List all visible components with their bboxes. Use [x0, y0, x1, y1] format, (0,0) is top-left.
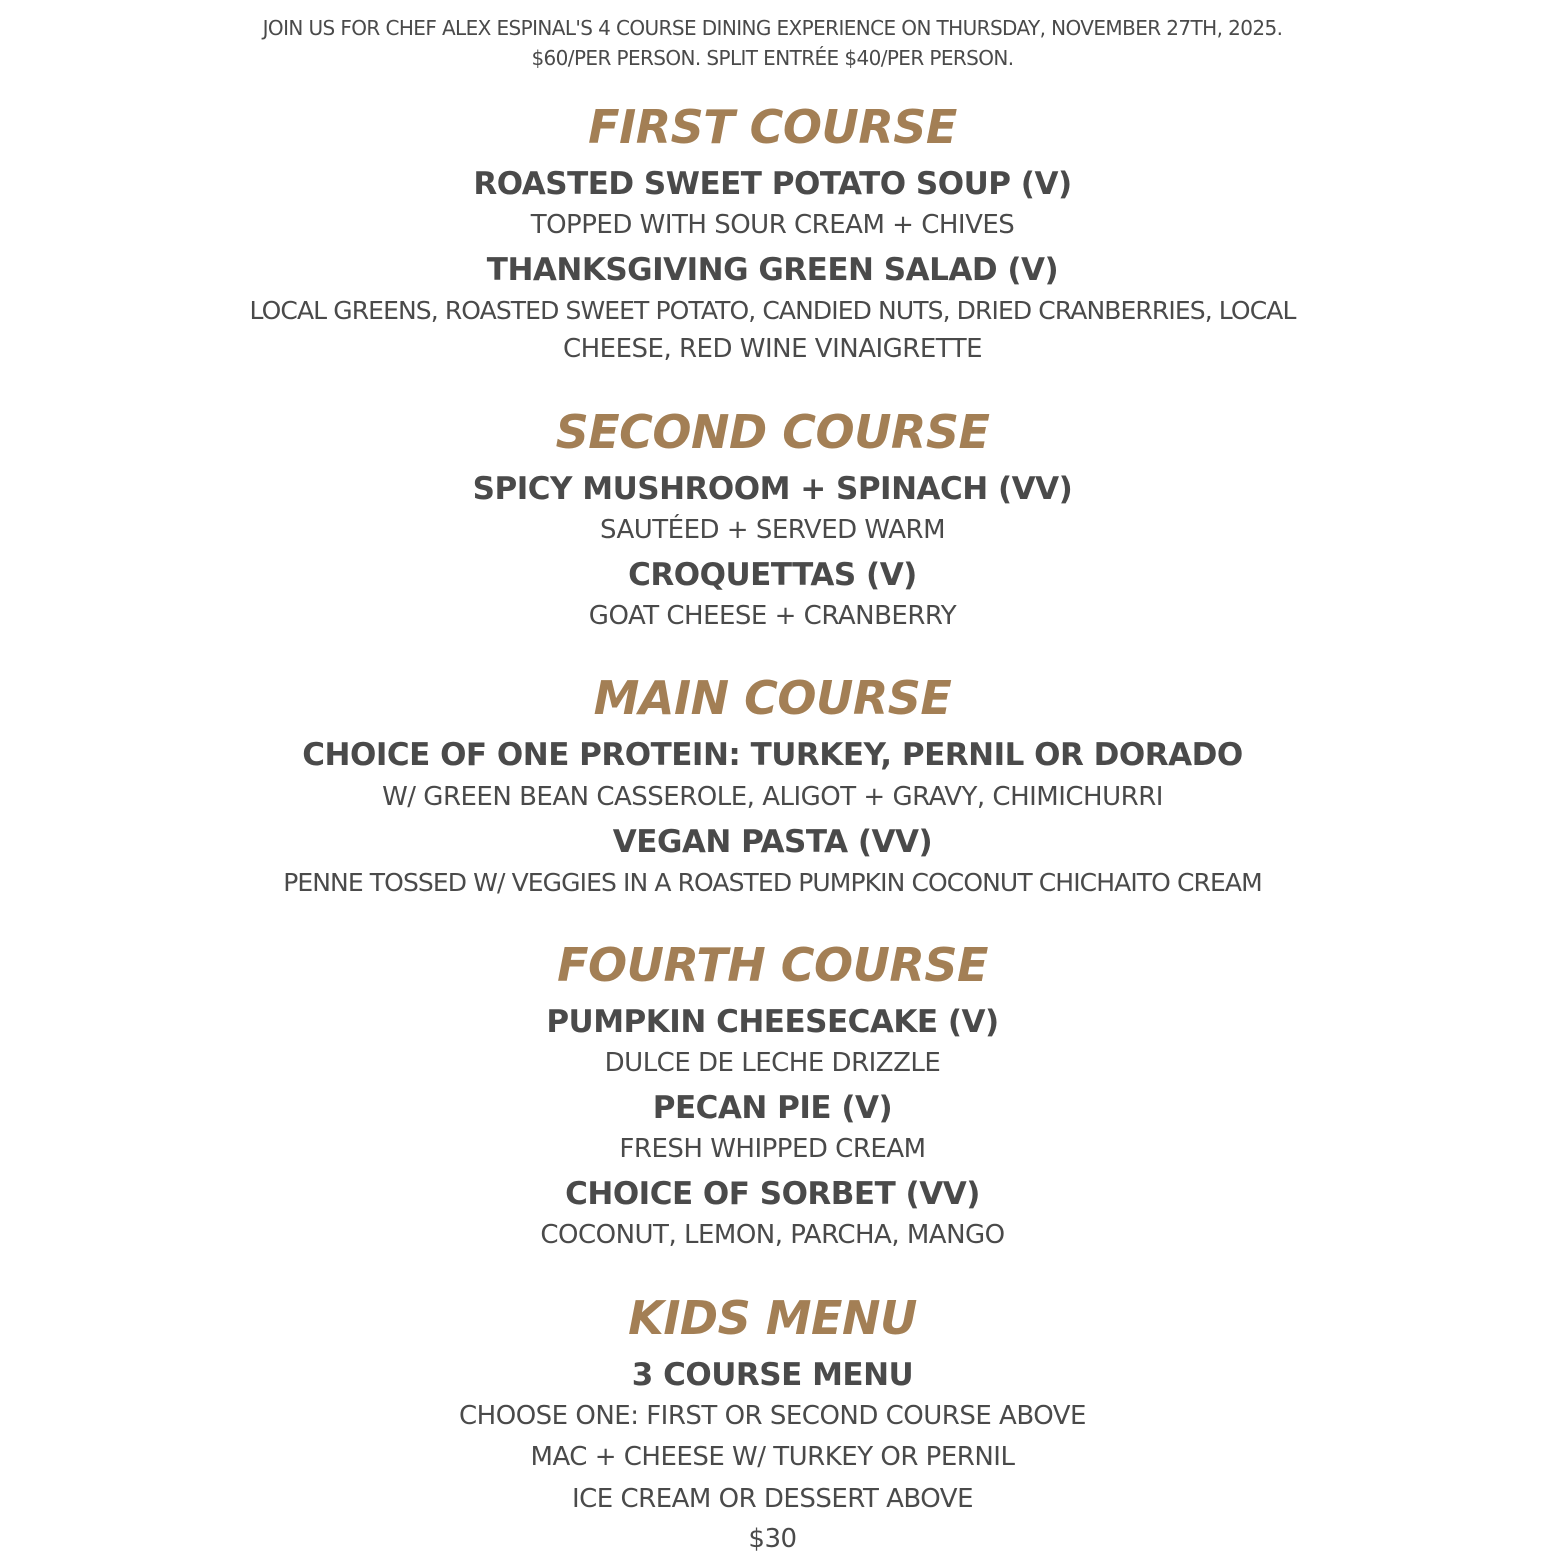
spicy-mushroom-spinach-name: SPICY MUSHROOM + SPINACH (VV): [472, 471, 1073, 507]
first-course-title: FIRST COURSE: [588, 100, 957, 154]
intro-line-1: JOIN US FOR CHEF ALEX ESPINAL'S 4 COURSE DINING EXPERIENCE ON THURSDAY, NOVEMBER 27TH, 2025.: [262, 16, 1283, 40]
croquettas-desc: GOAT CHEESE + CRANBERRY: [588, 601, 957, 631]
thanksgiving-green-salad-name: THANKSGIVING GREEN SALAD (V): [486, 252, 1059, 288]
roasted-sweet-potato-soup-name: ROASTED SWEET POTATO SOUP (V): [473, 166, 1072, 202]
fourth-course-title: FOURTH COURSE: [557, 938, 988, 992]
pecan-pie-desc: FRESH WHIPPED CREAM: [619, 1134, 926, 1164]
second-course-title: SECOND COURSE: [555, 405, 990, 459]
kids-menu-price: $30: [748, 1524, 797, 1554]
sorbet-choice-name: CHOICE OF SORBET (VV): [565, 1176, 980, 1212]
kids-menu-line-1: CHOOSE ONE: FIRST OR SECOND COURSE ABOVE: [459, 1401, 1086, 1431]
kids-menu-line-2: MAC + CHEESE W/ TURKEY OR PERNIL: [530, 1442, 1015, 1472]
kids-menu-title: KIDS MENU: [628, 1291, 917, 1345]
thanksgiving-green-salad-desc-1: LOCAL GREENS, ROASTED SWEET POTATO, CANDIED NUTS, DRIED CRANBERRIES, LOCAL: [249, 296, 1296, 325]
croquettas-name: CROQUETTAS (V): [628, 557, 917, 593]
spicy-mushroom-spinach-desc: SAUTÉED + SERVED WARM: [599, 515, 946, 545]
main-course-title: MAIN COURSE: [593, 671, 952, 725]
kids-menu-line-3: ICE CREAM OR DESSERT ABOVE: [571, 1484, 974, 1514]
thanksgiving-green-salad-desc-2: CHEESE, RED WINE VINAIGRETTE: [562, 334, 983, 364]
vegan-pasta-desc: PENNE TOSSED W/ VEGGIES IN A ROASTED PUMPKIN COCONUT CHICHAITO CREAM: [283, 868, 1262, 897]
sorbet-choice-desc: COCONUT, LEMON, PARCHA, MANGO: [540, 1220, 1005, 1250]
vegan-pasta-name: VEGAN PASTA (VV): [612, 824, 933, 860]
protein-choice-desc: W/ GREEN BEAN CASSEROLE, ALIGOT + GRAVY, CHIMICHURRI: [382, 782, 1163, 812]
intro-line-2: $60/PER PERSON. SPLIT ENTRÉE $40/PER PERSON.: [531, 46, 1014, 70]
pecan-pie-name: PECAN PIE (V): [652, 1090, 893, 1126]
protein-choice-name: CHOICE OF ONE PROTEIN: TURKEY, PERNIL OR DORADO: [302, 737, 1243, 773]
roasted-sweet-potato-soup-desc: TOPPED WITH SOUR CREAM + CHIVES: [530, 210, 1015, 240]
pumpkin-cheesecake-name: PUMPKIN CHEESECAKE (V): [546, 1004, 999, 1040]
pumpkin-cheesecake-desc: DULCE DE LECHE DRIZZLE: [604, 1048, 941, 1078]
kids-three-course-name: 3 COURSE MENU: [631, 1357, 914, 1393]
